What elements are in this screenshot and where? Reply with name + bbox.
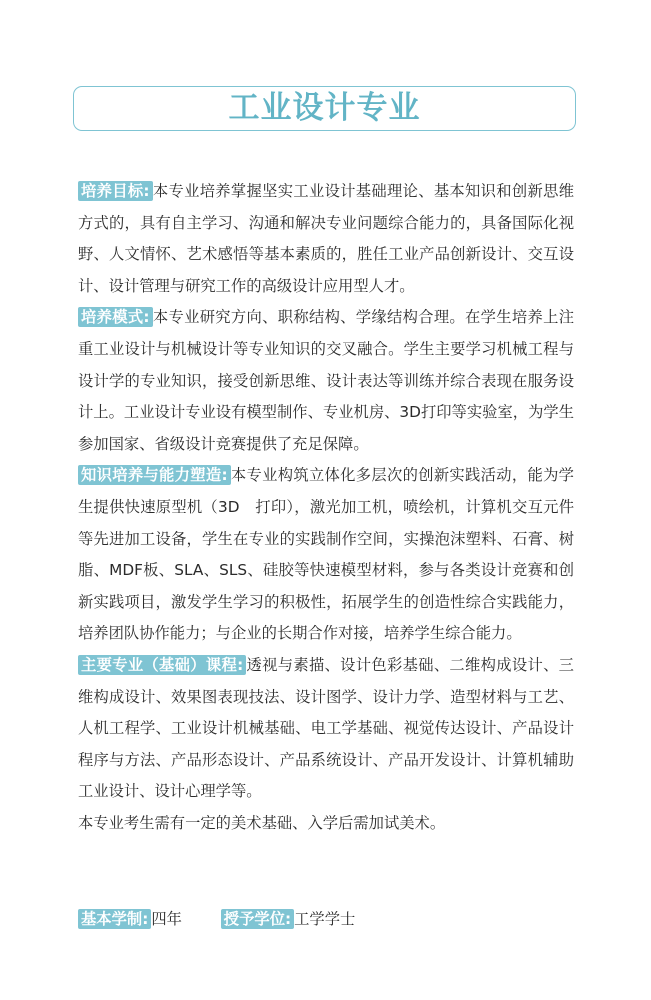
section-text: 本专业培养掌握坚实工业设计基础理论、基本知识和创新思维方式的，具有自主学习、沟通和解决专业问题综合能力的，具备国际化视野、人文情怀、艺术感悟等基本素质的，胜任工业产品创新设计、交互设计、设计管理与研究工作的高级设计应用型人才。	[78, 182, 574, 295]
duration-info	[78, 904, 182, 935]
degree-value: 工学学士	[294, 910, 356, 928]
section-label: 培养模式:	[78, 307, 153, 327]
section-label: 知识培养与能力塑造:	[78, 465, 231, 485]
section-label: 主要专业（基础）课程:	[78, 655, 246, 675]
page-title: 工业设计专业	[228, 90, 421, 126]
content-body	[78, 176, 574, 839]
section-training-goal	[78, 176, 574, 302]
admission-note: 本专业考生需有一定的美术基础、入学后需加试美术。	[78, 813, 446, 832]
duration-label: 基本学制:	[78, 909, 151, 929]
info-row	[78, 904, 355, 935]
title-box	[73, 86, 576, 131]
duration-value: 四年	[151, 910, 182, 928]
section-label: 培养目标:	[78, 181, 153, 201]
section-training-mode	[78, 302, 574, 460]
section-text: 透视与素描、设计色彩基础、二维构成设计、三维构成设计、效果图表现技法、设计图学、设计力学、造型材料与工艺、人机工程学、工业设计机械基础、电工学基础、视觉传达设计、产品设计程序与方法、产品形态设计、产品系统设计、产品开发设计、计算机辅助工业设计、设计心理学等。	[78, 655, 574, 801]
section-main-courses	[78, 650, 574, 808]
section-text: 本专业研究方向、职称结构、学缘结构合理。在学生培养上注重工业设计与机械设计等专业知识的交叉融合。学生主要学习机械工程与设计学的专业知识，接受创新思维、设计表达等训练并综合表现在服务设计上。工业设计专业设有模型制作、专业机房、3D打印等实验室，为学生参加国家、省级设计竞赛提供了充足保障。	[78, 308, 574, 453]
degree-info	[221, 904, 356, 935]
section-knowledge-ability	[78, 460, 574, 650]
degree-label: 授予学位:	[221, 909, 294, 929]
section-text: 本专业构筑立体化多层次的创新实践活动，能为学生提供快速原型机（3D 打印），激光加工机，喷绘机，计算机交互元件等先进加工设备，学生在专业的实践制作空间，实操泡沫塑料、石膏、树脂、MDF板、SLA、SLS、硅胶等快速模型材料，参与各类设计竞赛和创新实践项目，激发学生学习的积极性，拓展学生的创造性综合实践能力，培养团队协作能力；与企业的长期合作对接，培养学生综合能力。	[78, 466, 574, 643]
